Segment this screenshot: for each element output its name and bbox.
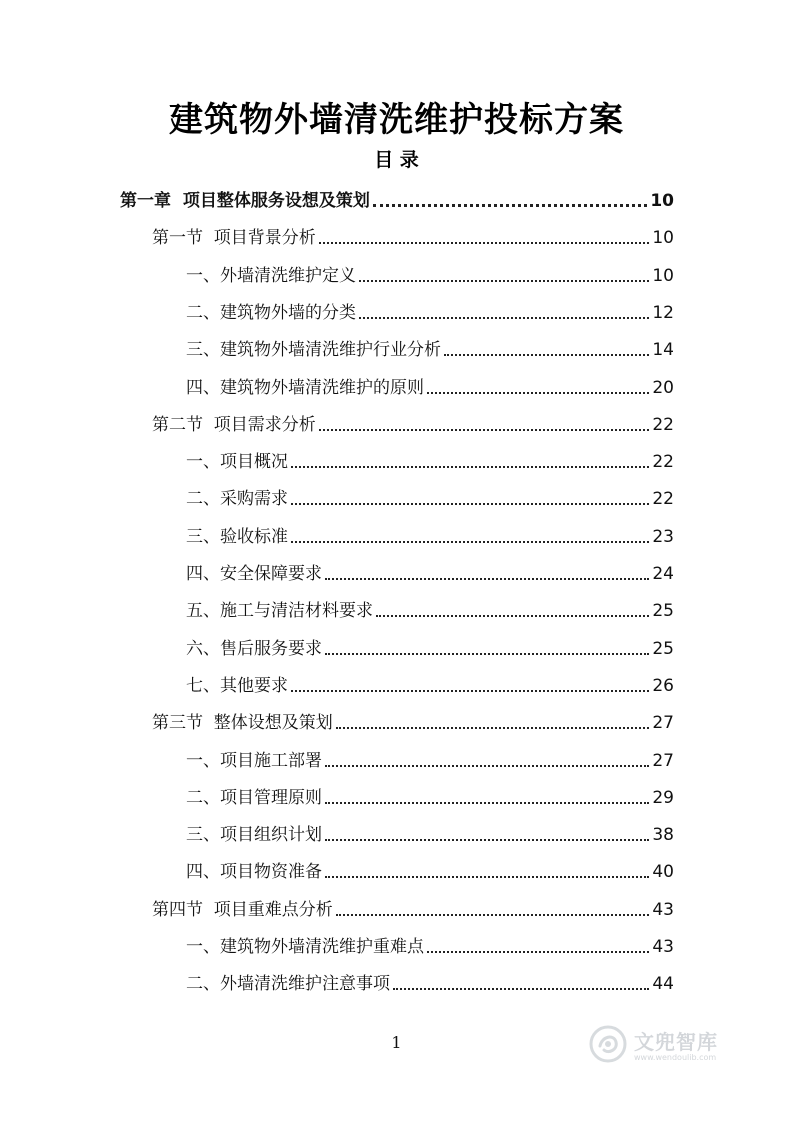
toc-entry-page: 44 (652, 974, 674, 994)
toc-subsection-entry[interactable] (186, 444, 674, 474)
toc-leader-dots (444, 353, 649, 356)
toc-subsection-entry[interactable] (186, 332, 674, 362)
toc-leader-dots (336, 913, 650, 916)
toc-leader-dots (393, 987, 649, 990)
toc-entry-page: 29 (652, 788, 674, 808)
toc-entry-page: 25 (652, 639, 674, 659)
toc-subsection-entry[interactable] (186, 668, 674, 698)
toc-entry-page: 38 (652, 825, 674, 845)
toc-heading: 目 录 (374, 149, 419, 171)
toc-subsection-entry[interactable] (186, 258, 674, 288)
toc-entry-page: 22 (652, 415, 674, 435)
toc-entry-label: 第四节 项目重难点分析 (152, 900, 333, 920)
toc-leader-dots (291, 540, 649, 543)
toc-entry-label: 一、建筑物外墙清洗维护重难点 (186, 937, 424, 957)
toc-entry-page: 23 (652, 527, 674, 547)
toc-leader-dots (291, 502, 649, 505)
toc-entry-page: 27 (652, 713, 674, 733)
toc-entry-label: 一、项目概况 (186, 452, 288, 472)
toc-section-entry[interactable] (152, 705, 674, 735)
toc-leader-dots (291, 465, 649, 468)
watermark-name: 文兜智库 (634, 1030, 718, 1054)
toc-entry-label: 五、施工与清洁材料要求 (186, 601, 373, 621)
toc-entry-page: 22 (652, 489, 674, 509)
toc-section-entry[interactable] (152, 407, 674, 437)
toc-leader-dots (325, 838, 649, 841)
toc-entry-page: 26 (652, 676, 674, 696)
toc-subsection-entry[interactable] (186, 743, 674, 773)
page-number: 1 (391, 1033, 402, 1052)
toc-entry-page: 27 (652, 751, 674, 771)
toc-entry-label: 第一章 项目整体服务设想及策划 (120, 191, 370, 211)
toc-entry-page: 10 (652, 228, 674, 248)
toc-chapter-entry[interactable] (120, 183, 674, 213)
toc-subsection-entry[interactable] (186, 370, 674, 400)
toc-entry-label: 二、建筑物外墙的分类 (186, 303, 356, 323)
toc-entry-page: 24 (652, 564, 674, 584)
toc-entry-label: 四、建筑物外墙清洗维护的原则 (186, 378, 424, 398)
toc-subsection-entry[interactable] (186, 817, 674, 847)
toc-entry-label: 六、售后服务要求 (186, 639, 322, 659)
toc-subsection-entry[interactable] (186, 593, 674, 623)
toc-section-entry[interactable] (152, 220, 674, 250)
toc-entry-page: 22 (652, 452, 674, 472)
toc-entry-label: 第一节 项目背景分析 (152, 228, 316, 248)
toc-leader-dots (427, 950, 649, 953)
toc-entry-page: 43 (652, 937, 674, 957)
toc-leader-dots (319, 428, 650, 431)
toc-entry-label: 一、项目施工部署 (186, 751, 322, 771)
toc-leader-dots (376, 614, 649, 617)
toc-leader-dots (319, 241, 650, 244)
toc-entry-label: 七、其他要求 (186, 676, 288, 696)
toc-subsection-entry[interactable] (186, 631, 674, 661)
toc-entry-label: 一、外墙清洗维护定义 (186, 266, 356, 286)
toc-section-entry[interactable] (152, 892, 674, 922)
toc-entry-label: 二、项目管理原则 (186, 788, 322, 808)
toc-leader-dots (359, 279, 649, 282)
toc-entry-page: 14 (652, 340, 674, 360)
toc-entry-label: 三、建筑物外墙清洗维护行业分析 (186, 340, 441, 360)
watermark-url: www.wendoulib.com (634, 1053, 717, 1062)
toc-entry-page: 10 (652, 266, 674, 286)
toc-entry-label: 二、采购需求 (186, 489, 288, 509)
toc-subsection-entry[interactable] (186, 519, 674, 549)
toc-leader-dots (427, 391, 649, 394)
toc-entry-page: 20 (652, 378, 674, 398)
toc-entry-page: 10 (650, 191, 674, 211)
toc-entry-page: 12 (652, 303, 674, 323)
toc-leader-dots (325, 801, 649, 804)
toc-leader-dots (325, 875, 649, 878)
toc-entry-label: 二、外墙清洗维护注意事项 (186, 974, 390, 994)
toc-entry-page: 43 (652, 900, 674, 920)
toc-leader-dots (325, 577, 649, 580)
toc-subsection-entry[interactable] (186, 929, 674, 959)
toc-entry-label: 四、安全保障要求 (186, 564, 322, 584)
toc-subsection-entry[interactable] (186, 854, 674, 884)
toc-subsection-entry[interactable] (186, 556, 674, 586)
toc-entry-label: 三、验收标准 (186, 527, 288, 547)
toc-leader-dots (373, 203, 647, 207)
toc-entry-label: 第二节 项目需求分析 (152, 415, 316, 435)
toc-subsection-entry[interactable] (186, 295, 674, 325)
toc-leader-dots (336, 726, 650, 729)
toc-subsection-entry[interactable] (186, 481, 674, 511)
toc-subsection-entry[interactable] (186, 780, 674, 810)
toc-subsection-entry[interactable] (186, 966, 674, 996)
brand-logo-icon (588, 1024, 628, 1064)
toc-leader-dots (325, 652, 649, 655)
toc-entry-label: 第三节 整体设想及策划 (152, 713, 333, 733)
watermark (588, 1014, 758, 1074)
toc-leader-dots (359, 316, 649, 319)
toc-leader-dots (291, 689, 649, 692)
toc-entry-label: 三、项目组织计划 (186, 825, 322, 845)
document-title: 建筑物外墙清洗维护投标方案 (169, 100, 624, 140)
toc-entry-label: 四、项目物资准备 (186, 862, 322, 882)
toc-entry-page: 25 (652, 601, 674, 621)
toc-entry-page: 40 (652, 862, 674, 882)
toc-leader-dots (325, 764, 649, 767)
